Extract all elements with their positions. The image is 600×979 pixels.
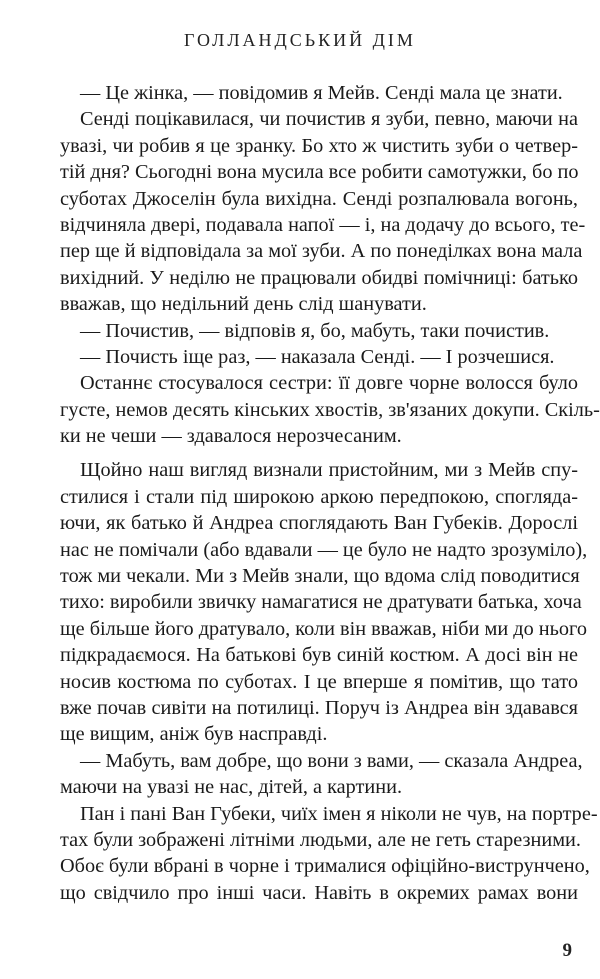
paragraph — [60, 748, 583, 801]
paragraph — [60, 80, 578, 106]
body-text — [60, 80, 600, 906]
paragraph — [60, 106, 586, 317]
text-line: маючи на увазі не нас, дітей, а картини. — [60, 776, 403, 799]
text-line: тах були зображені літніми людьми, але не геть старезними. — [60, 828, 581, 851]
text-line: ючи, як батько й Андреа споглядають Ван Губеків. Дорослі — [60, 512, 578, 535]
paragraph — [60, 801, 598, 907]
text-line: вже почав сивіти на потилиці. Поруч із Андреа він здавався — [60, 696, 578, 719]
text-line: Останнє стосувалося сестри: її довге чорне волосся було — [80, 372, 578, 395]
text-line: відчиняла двері, подавала напої — і, на додачу до всього, те- — [60, 213, 586, 236]
page-number: 9 — [562, 940, 572, 961]
paragraph-gap — [60, 449, 578, 457]
text-line: Сенді поцікавилася, чи почистив я зуби, певно, маючи на — [80, 108, 578, 131]
paragraph — [60, 318, 578, 344]
text-line: нас не помічали (або вдавали — це було не надто зрозуміло), — [60, 538, 588, 561]
paragraph — [60, 370, 600, 449]
text-line: — Це жінка, — повідомив я Мейв. Сенді мала це знати. — [80, 82, 563, 104]
running-head: ГОЛЛАНДСЬКИЙ ДІМ — [184, 30, 416, 50]
text-line: вихідний. У неділю не працювали обидві помічниці: батько — [60, 266, 578, 289]
paragraph — [60, 457, 588, 747]
text-line: увазі, чи робив я це зранку. Бо хто ж чистить зуби о четвер- — [60, 134, 578, 157]
text-line: носив костюма по суботах. І це вперше я помітив, що тато — [60, 670, 578, 693]
text-line: ще вищим, аніж був насправді. — [60, 723, 328, 746]
text-line: стилися і стали під широкою аркою передпокою, спогляда- — [60, 485, 578, 508]
text-line: — Почисть іще раз, — наказала Сенді. — І розчешися. — [80, 345, 555, 368]
paragraph — [60, 344, 578, 370]
text-line: підкрадаємося. На батькові був синій костюм. А досі він не — [60, 644, 578, 667]
text-line: ще більше його дратувало, коли він вважав, ніби ми до нього — [60, 617, 587, 640]
text-line: Пан і пані Ван Губеки, чиїх імен я ніколи не чув, на портре- — [80, 802, 598, 825]
text-line: пер ще й відповідала за мої зуби. А по понеділках вона мала — [60, 240, 583, 263]
text-line: вважав, що недільний день слід шанувати. — [60, 293, 427, 316]
text-line: тож ми чекали. Ми з Мейв знали, що вдома слід поводитися — [60, 565, 580, 588]
text-line: що свідчило про інші часи. Навіть в окремих рамах вони — [60, 881, 578, 904]
text-line: ки не чеши — здавалося нерозчесаним. — [60, 425, 402, 448]
text-line: тихо: виробили звичку намагатися не дратувати батька, хоча — [60, 591, 582, 614]
text-line: густе, немов десять кінських хвостів, зв'язаних докупи. Скіль- — [60, 398, 600, 421]
text-line: Щойно наш вигляд визнали пристойним, ми з Мейв спу- — [80, 459, 578, 482]
text-line: — Мабуть, вам добре, що вони з вами, — сказала Андреа, — [80, 749, 583, 772]
text-line: Обоє були вбрані в чорне і трималися офіційно-виструнчено, — [60, 855, 590, 878]
text-line: тій дня? Сьогодні вона мусила все робити самотужки, бо по — [60, 161, 579, 184]
text-line: суботах Джоселін була вихідна. Сенді розпалювала вогонь, — [60, 187, 578, 210]
text-line: — Почистив, — відповів я, бо, мабуть, таки почистив. — [80, 319, 550, 342]
